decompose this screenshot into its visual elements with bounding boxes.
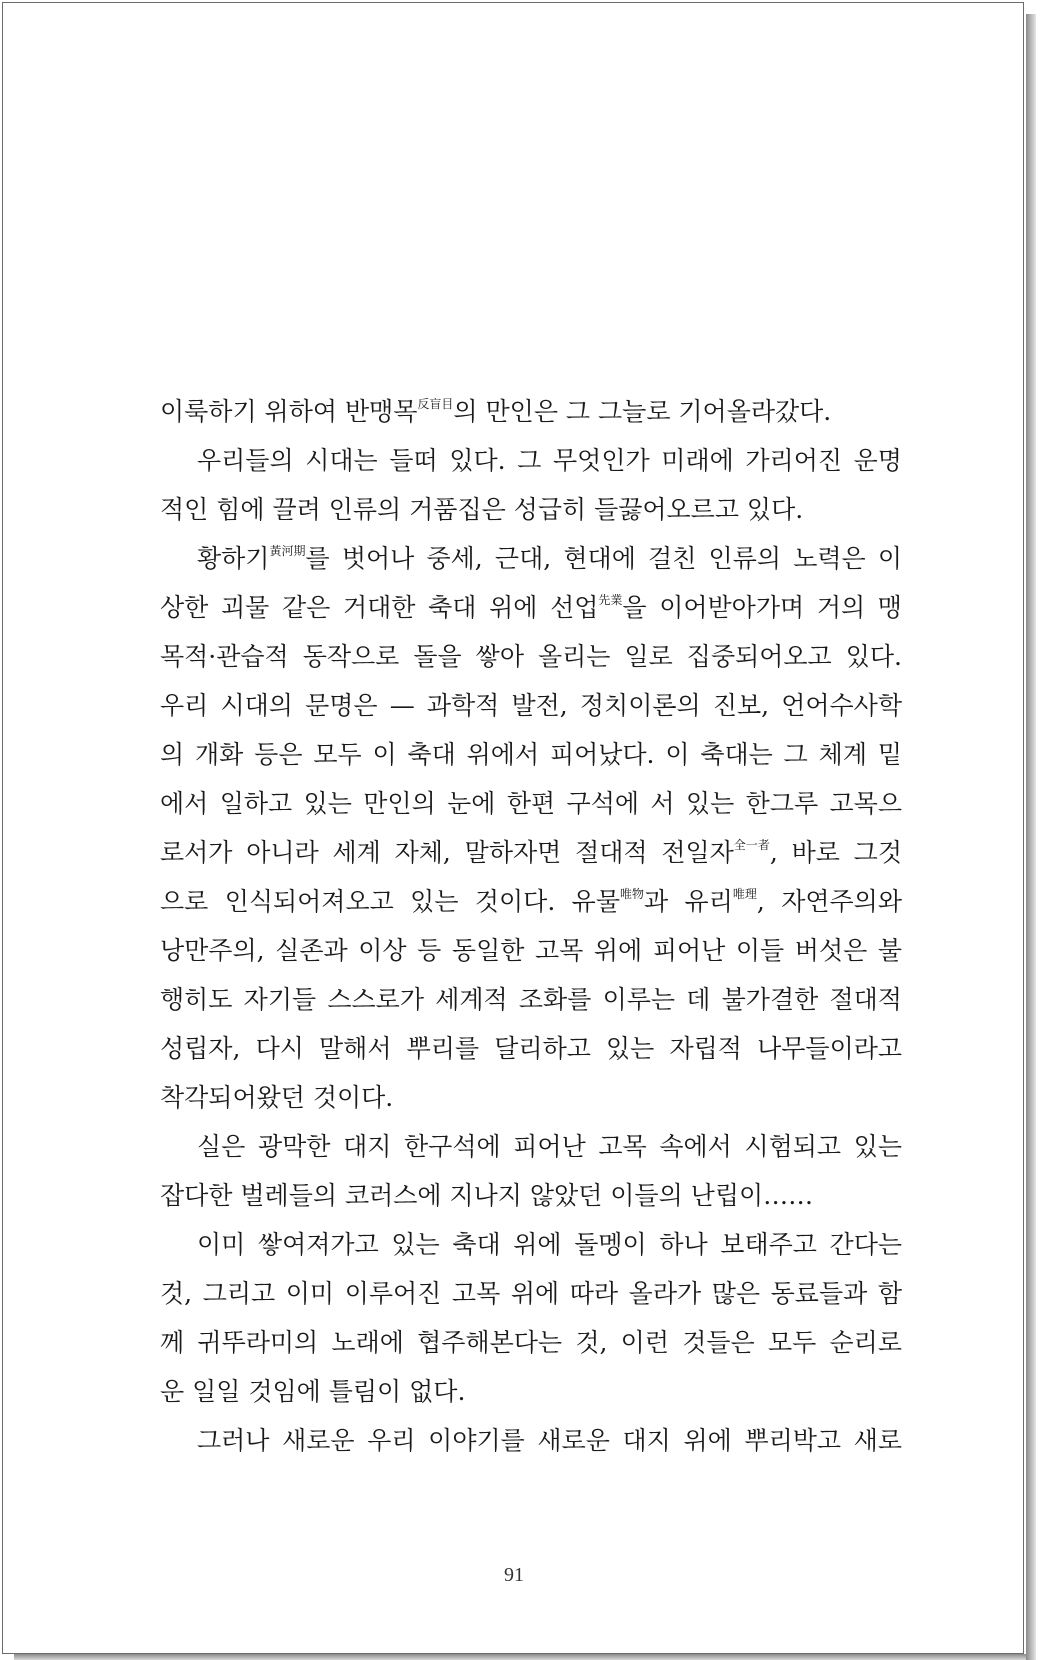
text-run: 것, 그리고 이미 이루어진 고목 위에 따라 올라가 많은 동료들과 함 (160, 1279, 903, 1308)
text-line-content (197, 1122, 902, 1171)
text-line (160, 1024, 902, 1073)
text-line-content (160, 1318, 902, 1367)
text-line-content (160, 1171, 813, 1220)
page-bottom-shadow (14, 1654, 1026, 1660)
text-run: 그러나 새로운 우리 이야기를 새로운 대지 위에 뿌리박고 새로 (197, 1426, 903, 1455)
text-run: , 바로 그것 (769, 838, 902, 867)
text-line (160, 1416, 902, 1465)
text-run: 적인 힘에 끌려 인류의 거품집은 성급히 들끓어오르고 있다. (160, 495, 804, 524)
text-line-content (160, 681, 902, 730)
text-run: 의 개화 등은 모두 이 축대 위에서 피어났다. 이 축대는 그 체계 밑 (160, 740, 902, 769)
text-line (160, 1122, 902, 1171)
text-run: 성립자, 다시 말해서 뿌리를 달리하고 있는 자립적 나무들이라고 (160, 1034, 903, 1063)
text-line-content (160, 485, 803, 534)
text-run: 상한 괴물 같은 거대한 축대 위에 선업 (160, 593, 599, 622)
text-run: 목적·관습적 동작으로 돌을 쌓아 올리는 일로 집중되어오고 있다. (160, 642, 902, 671)
text-run: 이룩하기 위하여 반맹목 (160, 397, 418, 426)
text-line (160, 1171, 902, 1220)
hanja-annotation: 反盲目 (417, 397, 454, 411)
text-line (160, 730, 902, 779)
text-line-content (160, 632, 902, 681)
book-page (2, 2, 1024, 1654)
text-line-content (160, 779, 902, 828)
text-line-content (160, 1269, 902, 1318)
text-line-content (160, 730, 902, 779)
text-line (160, 1269, 902, 1318)
hanja-annotation: 先業 (598, 593, 623, 607)
text-line-content (160, 1024, 902, 1073)
text-line (160, 1367, 902, 1416)
text-run: 우리들의 시대는 들떠 있다. 그 무엇인가 미래에 가리어진 운명 (197, 446, 902, 475)
text-run: 운 일일 것임에 틀림이 없다. (160, 1377, 466, 1406)
text-run: 잡다한 벌레들의 코러스에 지나지 않았던 이들의 난립이…… (160, 1181, 814, 1210)
text-run: 황하기 (197, 544, 270, 573)
text-run: 으로 인식되어져오고 있는 것이다. 유물 (160, 887, 620, 916)
text-line (160, 681, 902, 730)
text-run: 과 유리 (644, 887, 733, 916)
text-line (160, 387, 902, 436)
text-line-content (160, 975, 902, 1024)
text-line-content (160, 926, 902, 975)
text-run: 우리 시대의 문명은 — 과학적 발전, 정치이론의 진보, 언어수사학 (160, 691, 902, 720)
text-line (160, 583, 902, 632)
text-run: 행히도 자기들 스스로가 세계적 조화를 이루는 데 불가결한 절대적 (160, 985, 902, 1014)
text-line (160, 1073, 902, 1122)
text-line-content (160, 387, 831, 436)
page-right-shadow (1026, 14, 1036, 1660)
text-line-content (160, 877, 902, 926)
text-line-content (197, 1220, 902, 1269)
text-line (160, 926, 902, 975)
text-run: 이미 쌓여져가고 있는 축대 위에 돌멩이 하나 보태주고 간다는 (197, 1230, 903, 1259)
text-line-content (197, 534, 902, 583)
text-line-content (160, 828, 902, 877)
text-line-content (160, 583, 902, 632)
text-line (160, 632, 902, 681)
text-line (160, 1220, 902, 1269)
hanja-annotation: 唯理 (732, 887, 757, 901)
text-run: 께 귀뚜라미의 노래에 협주해본다는 것, 이런 것들은 모두 순리로 (160, 1328, 902, 1357)
hanja-annotation: 黃河期 (269, 544, 306, 558)
text-line-content (197, 1416, 902, 1465)
text-line (160, 534, 902, 583)
hanja-annotation: 全一者 (733, 838, 770, 852)
hanja-annotation: 唯物 (619, 887, 644, 901)
text-run: , 자연주의와 (756, 887, 902, 916)
body-text (160, 387, 902, 1465)
text-run: 를 벗어나 중세, 근대, 현대에 걸친 인류의 노력은 이 (305, 544, 903, 573)
text-line (160, 1318, 902, 1367)
text-run: 낭만주의, 실존과 이상 등 동일한 고목 위에 피어난 이들 버섯은 불 (160, 936, 903, 965)
text-line (160, 877, 902, 926)
text-run: 을 이어받아가며 거의 맹 (622, 593, 902, 622)
text-run: 에서 일하고 있는 만인의 눈에 한편 구석에 서 있는 한그루 고목으 (160, 789, 902, 818)
text-line-content (160, 1367, 465, 1416)
text-line (160, 485, 902, 534)
text-line-content (160, 1073, 393, 1122)
text-line (160, 975, 902, 1024)
text-run: 실은 광막한 대지 한구석에 피어난 고목 속에서 시험되고 있는 (197, 1132, 903, 1161)
page-number: 91 (504, 1564, 524, 1586)
text-run: 착각되어왔던 것이다. (160, 1083, 394, 1112)
text-line-content (197, 436, 902, 485)
text-run: 로서가 아니라 세계 자체, 말하자면 절대적 전일자 (160, 838, 734, 867)
text-line (160, 828, 902, 877)
text-line (160, 436, 902, 485)
text-line (160, 779, 902, 828)
text-run: 의 만인은 그 그늘로 기어올라갔다. (453, 397, 832, 426)
